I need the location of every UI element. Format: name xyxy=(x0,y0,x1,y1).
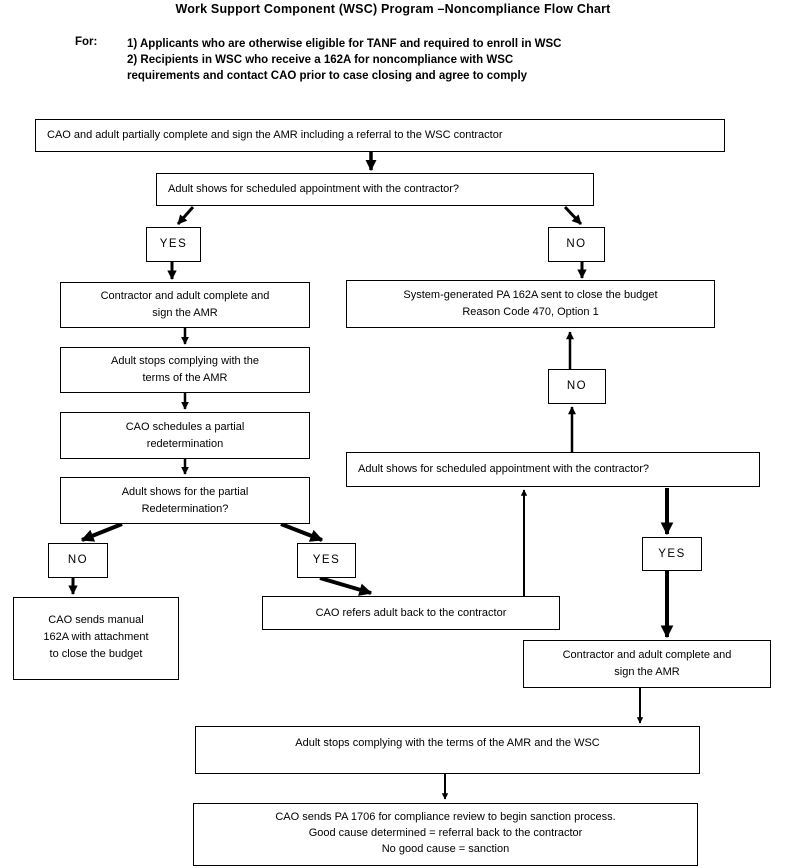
node-text-line: Contractor and adult complete and xyxy=(562,649,732,661)
node-text-line: System-generated PA 162A sent to close the budget xyxy=(403,289,658,301)
node-text-line: CAO sends PA 1706 for compliance review to begin sanction process. xyxy=(275,811,616,823)
flow-node-start: CAO and adult partially complete and sign the AMR including a referral to the WSC contractor xyxy=(35,119,725,152)
arrow-q1-to-yes1 xyxy=(178,207,193,224)
node-text-line: Redetermination? xyxy=(141,502,229,515)
flow-decision-appointment-1: Adult shows for scheduled appointment with the contractor? xyxy=(156,173,594,206)
flow-node-refer-back: CAO refers adult back to the contractor xyxy=(262,596,560,630)
flow-decision-partial-redet xyxy=(60,477,310,524)
for-description xyxy=(127,36,562,84)
flow-node-contractor-sign-2 xyxy=(523,640,771,688)
node-text-line: redetermination xyxy=(146,437,224,450)
no-label-2: NO xyxy=(48,543,108,578)
flow-node-system-162a xyxy=(346,280,715,328)
node-text-line: Contractor and adult complete and xyxy=(100,290,270,302)
arrow-q-partial-to-no2 xyxy=(82,524,122,540)
flow-node-partial-redet xyxy=(60,412,310,459)
node-text-line: CAO sends manual xyxy=(48,614,144,626)
yes-label-1: YES xyxy=(146,227,201,262)
flow-decision-appointment-2: Adult shows for scheduled appointment with the contractor? xyxy=(346,452,760,487)
flow-node-contractor-sign-1 xyxy=(60,282,310,328)
node-text-line: Good cause determined = referral back to the contractor xyxy=(308,827,583,839)
flow-node-stops-complying-2: Adult stops complying with the terms of the AMR and the WSC xyxy=(195,726,700,774)
yes-label-3: YES xyxy=(642,537,702,571)
arrow-yes2-to-refer-back xyxy=(320,578,371,593)
node-text-line: sign the AMR xyxy=(614,666,680,678)
node-text-line: CAO schedules a partial xyxy=(125,420,245,433)
no-label-3: NO xyxy=(548,369,606,404)
for-line-2: 2) Recipients in WSC who receive a 162A for noncompliance with WSC xyxy=(127,54,514,66)
node-text-line: sign the AMR xyxy=(152,307,218,319)
node-text-line: to close the budget xyxy=(49,648,143,660)
yes-label-2: YES xyxy=(297,543,356,578)
node-text-line: terms of the AMR xyxy=(142,372,228,384)
node-text-line: No good cause = sanction xyxy=(381,843,510,855)
for-line-1: 1) Applicants who are otherwise eligible for TANF and required to enroll in WSC xyxy=(127,38,562,50)
flow-node-manual-162a xyxy=(13,597,179,680)
for-label: For: xyxy=(75,36,98,48)
flow-node-stops-complying-1 xyxy=(60,347,310,393)
arrow-q1-to-no1 xyxy=(565,207,581,224)
node-text-line: Adult shows for the partial xyxy=(121,485,249,498)
for-line-3: requirements and contact CAO prior to case closing and agree to comply xyxy=(127,70,528,82)
node-text-line: 162A with attachment xyxy=(43,631,149,643)
page-title: Work Support Component (WSC) Program –Noncompliance Flow Chart xyxy=(175,2,611,16)
node-text-line: Reason Code 470, Option 1 xyxy=(462,306,599,318)
no-label-1: NO xyxy=(548,227,605,262)
node-text-line: Adult stops complying with the xyxy=(111,355,259,367)
flow-node-sanction xyxy=(193,803,698,866)
arrow-q-partial-to-yes2 xyxy=(281,524,322,540)
